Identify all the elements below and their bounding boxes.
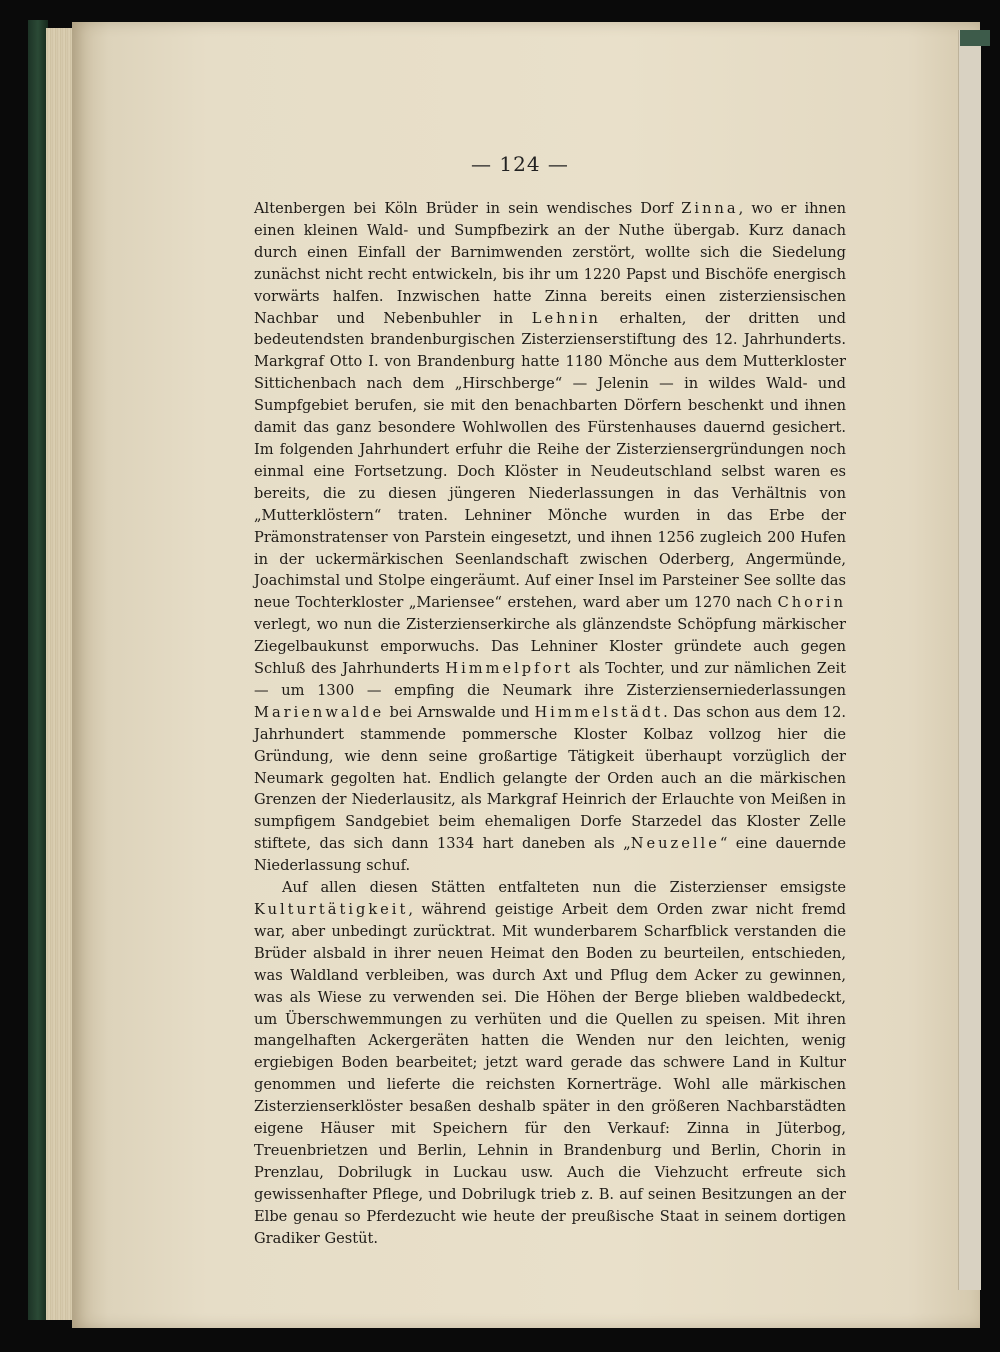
emphasized-name: Himmelpfort xyxy=(445,660,574,678)
text-run: Auf allen diesen Stätten entfalteten nun die Zisterzienser emsigste xyxy=(282,879,846,897)
body-text xyxy=(254,198,846,1250)
text-run: . Das schon aus dem 12. Jahrhundert stammende pommersche Kloster Kolbaz vollzog hier die Gründung, wie denn seine großartige Tätigkeit überhaupt vorzüglich der Neumark gegolten hat. Endlich gelangte der Orden auch an die märkischen Grenzen der Niederlausitz, als Markgraf Heinrich der Erlauchte von Meißen in sumpfigem Sandgebiet beim ehemaligen Dorfe Starzedel das Kloster Zelle stiftete, das sich dann 1334 hart daneben als „ xyxy=(254,703,846,853)
emphasized-name: Chorin xyxy=(777,594,846,612)
emphasized-name: Zinna xyxy=(681,200,739,217)
text-run: Altenbergen bei Köln Brüder in sein wendisches Dorf xyxy=(254,200,682,217)
text-run: erhalten, der dritten und bedeutendsten brandenburgischen Zisterzienserstiftung des 12. Jahrhunderts. Markgraf Otto I. von Brandenburg hatte 1180 Mönche aus dem Mutterkloster Sittichenbach nach dem „Hirschberge“ — Jelenin — in wildes Wald- und Sumpfgebiet berufen, sie mit den benachbarten Dörfern beschenkt und ihnen damit das ganz besondere Wohlwollen des Fürstenhauses dauernd gesichert. Im folgenden Jahrhundert erfuhr die Reihe der Zisterziensergründungen noch einmal eine Fortsetzung. Doch Klöster in Neudeutschland selbst waren es bereits, die zu diesen jüngeren Niederlassungen in das Verhältnis von „Mutterklöstern“ traten. Lehniner Mönche wurden in das Erbe der Prämonstratenser von Parstein eingesetzt, und ihnen 1256 zugleich 200 Hufen in der uckermärkischen Seenlandschaft zwischen Oderberg, Angermünde, Joachimstal und Stolpe eingeräumt. Auf einer Insel im Parsteiner See sollte das neue Tochterkloster „Mariensee“ erstehen, ward aber um 1270 nach xyxy=(254,309,846,612)
paragraph-1 xyxy=(254,198,846,877)
cover-corner xyxy=(960,30,990,46)
paragraph-2 xyxy=(254,877,846,1249)
emphasized-name: Neuzelle xyxy=(630,835,720,853)
text-run: , während geistige Arbeit dem Orden zwar nicht fremd war, aber unbedingt zurücktrat. Mit wunderbarem Scharfblick verstanden die Brüder alsbald in ihrer neuen Heimat den Boden zu beurteilen, entschieden, was Waldland verbleiben, was durch Axt und Pflug dem Acker zu gewinnen, was als Wiese zu verwenden sei. Die Höhen der Berge blieben waldbedeckt, um Überschwemmungen zu verhüten und die Quellen zu speisen. Mit ihren mangelhaften Ackergeräten hatten die Wenden nur den leichten, wenig ergiebigen Boden bearbeitet; jetzt ward gerade das schwere Land in Kultur genommen und lieferte die reichsten Kornerträge. Wohl alle märkischen Zisterzienserklöster besaßen deshalb später in den größeren Nachbarstädten eigene Häuser mit Speichern für den Verkauf: Zinna in Jüterbog, Treuenbrietzen und Berlin, Lehnin in Brandenburg und Berlin, Chorin in Prenzlau, Dobrilugk in Luckau usw. Auch die Viehzucht erfreute sich gewissenhafter Pflege, und Dobrilugk trieb z. B. auf seinen Besitzungen an der Elbe genau so Pferdezucht wie heute der preußische Staat in seinem dortigen Gradiker Gestüt. xyxy=(254,901,846,1247)
page-number: — 124 — xyxy=(471,152,569,176)
emphasized-name: Kulturtätigkeit xyxy=(254,901,409,918)
emphasized-name: Marienwalde xyxy=(254,703,385,721)
text-run: , wo er ihnen einen kleinen Wald- und Sumpfbezirk an der Nuthe übergab. Kurz danach durch einen Einfall der Barnimwenden zerstört, wollte sich die Siedelung zunächst nicht recht entwickeln, bis ihr um 1220 Papst und Bischöfe energisch vorwärts halfen. Inzwischen hatte Zinna bereits einen zisterziensischen Nachbar und Nebenbuhler in xyxy=(254,200,846,327)
book-binding xyxy=(28,20,48,1320)
text-run: bei Arnswalde und xyxy=(384,703,535,721)
facing-page-edge xyxy=(958,30,981,1290)
emphasized-name: Himmelstädt xyxy=(534,703,664,721)
text-run: als Tochter, und zur nämlichen Zeit — um 1300 — empfing die Neumark ihre Zisterzienserniederlassungen xyxy=(254,660,847,699)
text-run: “ eine dauernde Niederlassung schuf. xyxy=(254,835,846,875)
emphasized-name: Lehnin xyxy=(531,309,601,327)
text-run: verlegt, wo nun die Zisterzienserkirche als glänzendste Schöpfung märkischer Ziegelbaukunst emporwuchs. Das Lehniner Kloster gründete auch gegen Schluß des Jahrhunderts xyxy=(254,616,846,678)
